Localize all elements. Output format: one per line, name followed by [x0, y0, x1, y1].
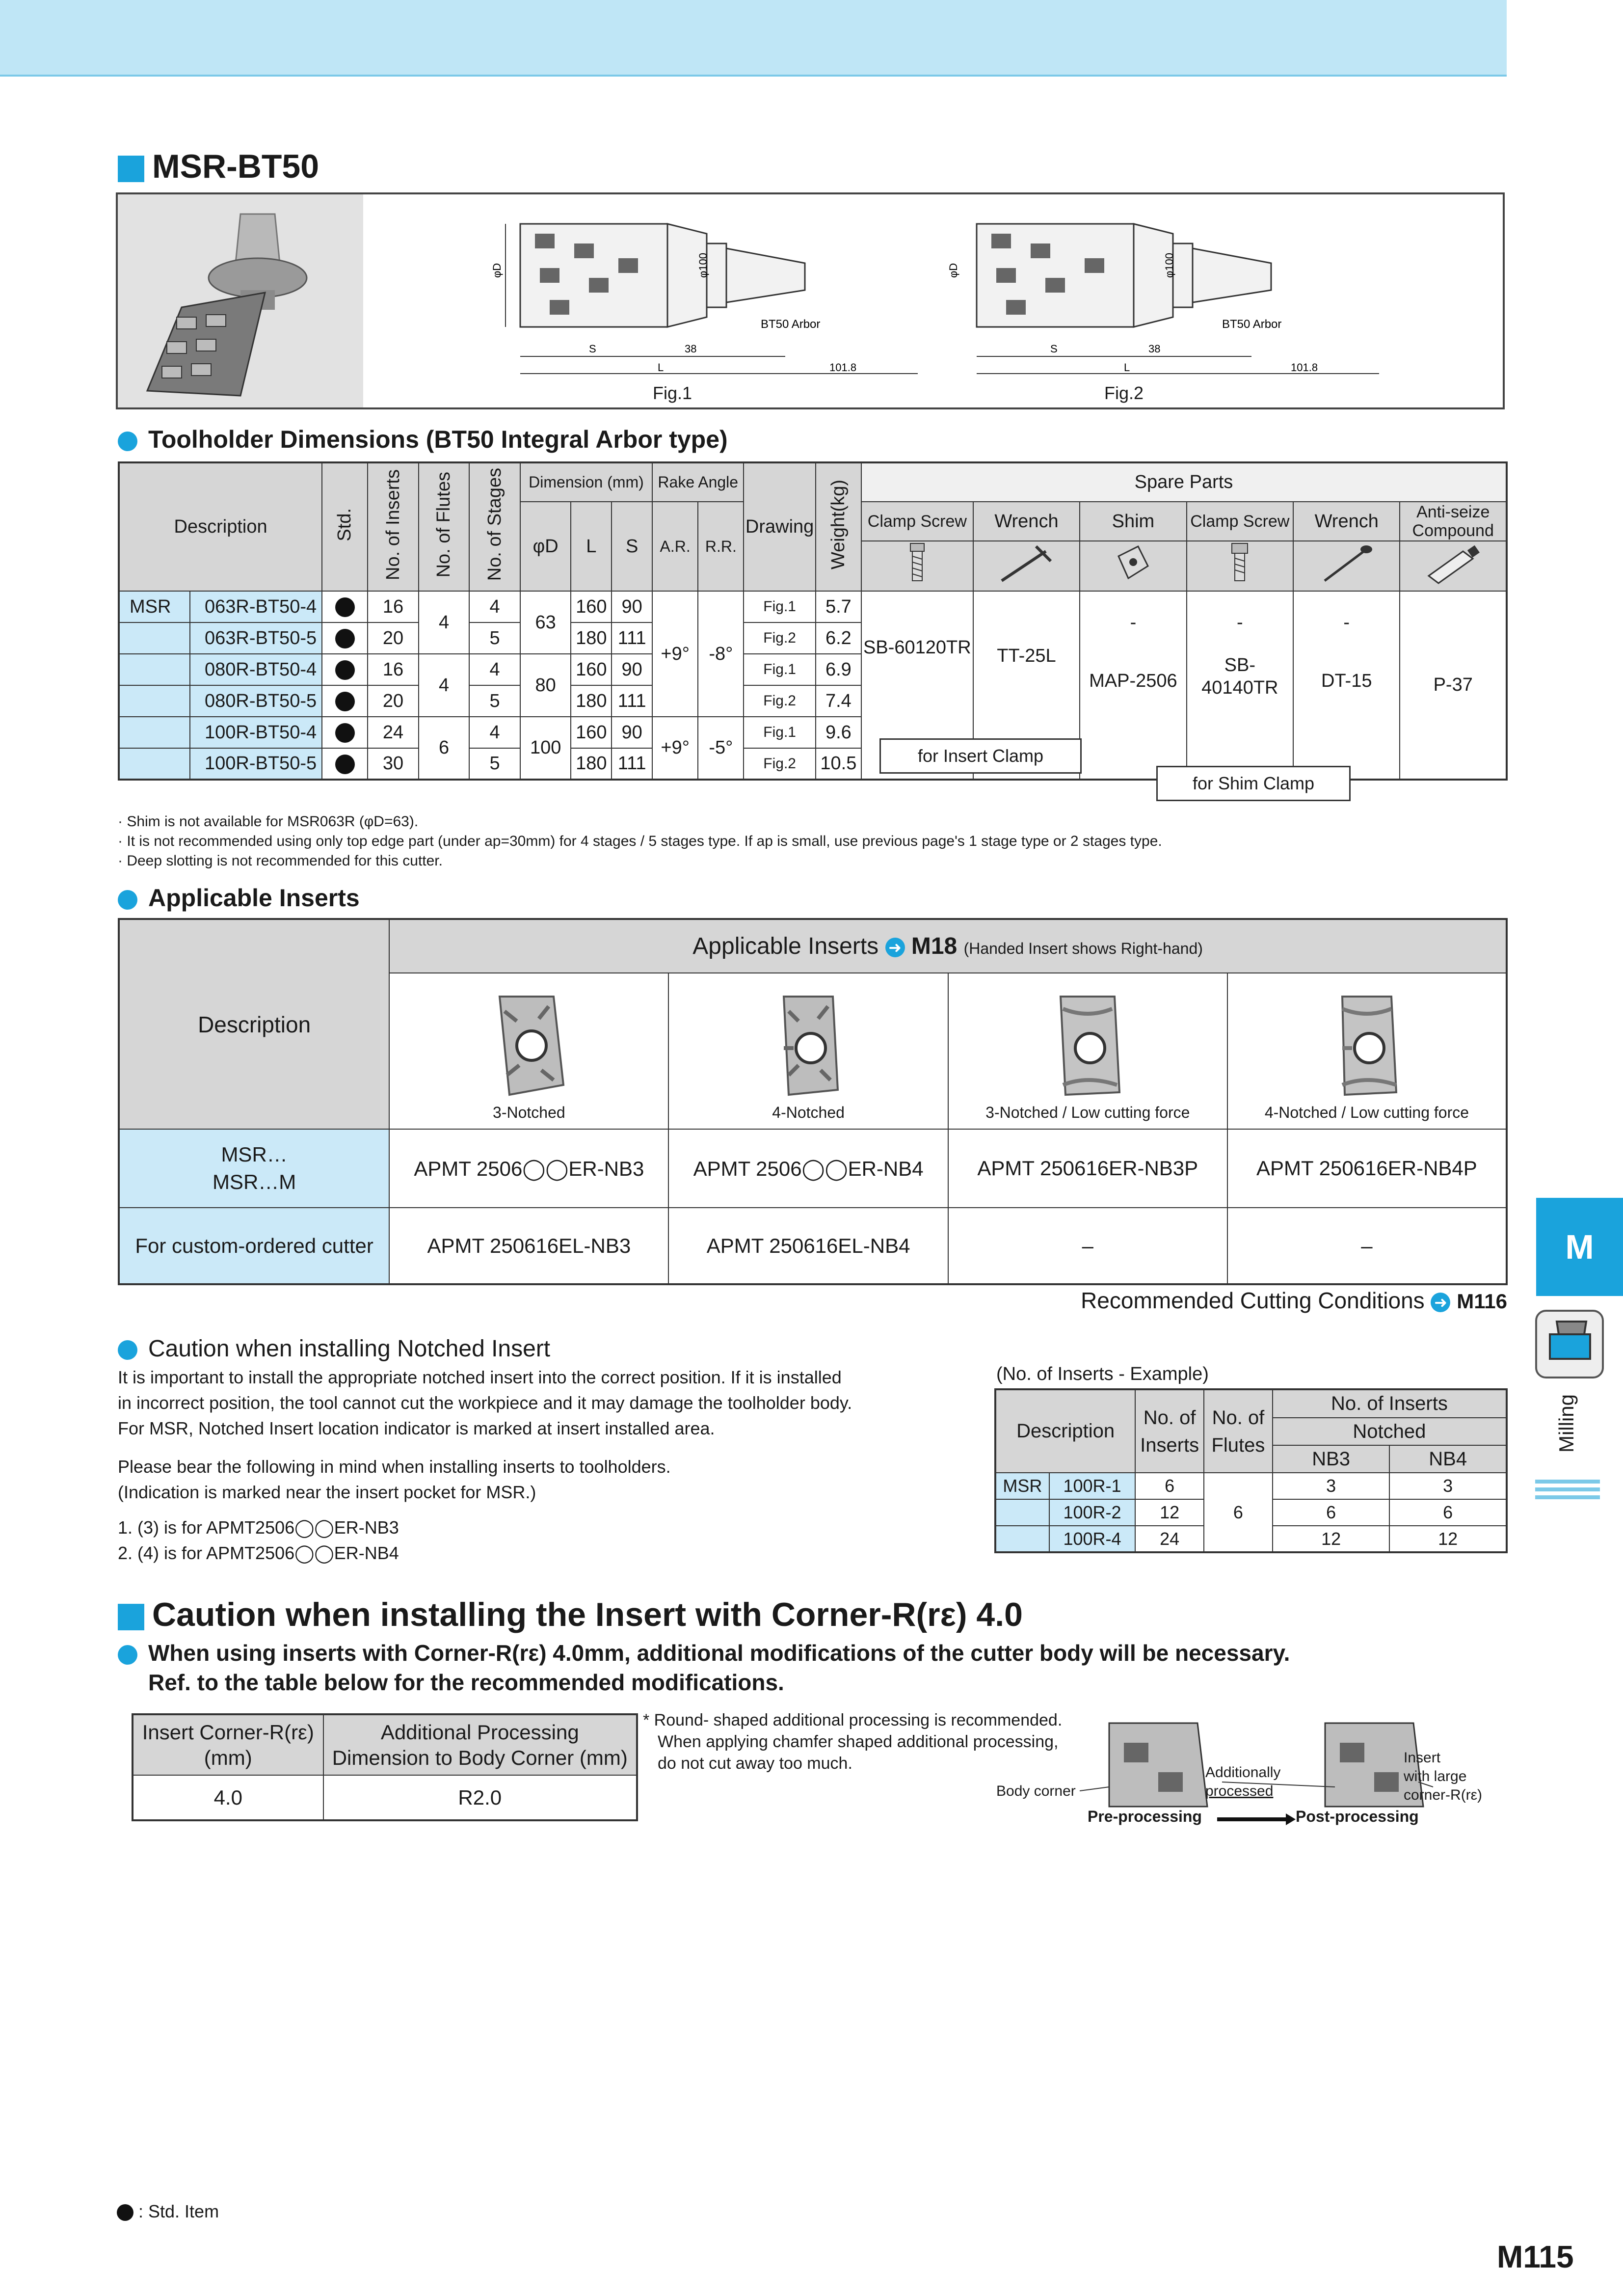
- row-weight: 7.4: [816, 685, 861, 717]
- side-stripes: [1535, 1480, 1600, 1509]
- fig2-caption: Fig.2: [1104, 383, 1144, 403]
- clamp2-value: SB-40140TR: [1187, 654, 1293, 780]
- antiseize-value: P-37: [1400, 591, 1507, 780]
- body-corner-label: Body corner: [996, 1783, 1076, 1799]
- fig1-arbor-label: BT50 Arbor: [761, 318, 821, 331]
- toolholder-section-title: Toolholder Dimensions (BT50 Integral Arbor type): [118, 425, 728, 454]
- arrow-right-icon: ➜: [885, 938, 905, 957]
- arrow-right-icon: ➜: [1431, 1293, 1450, 1312]
- inserts-table: [118, 918, 1508, 1285]
- row-l: 180: [571, 622, 612, 654]
- row-drawing: Fig.2: [744, 748, 815, 780]
- ex-flutes: 6: [1204, 1473, 1273, 1552]
- row-code: 100R-BT50-4: [190, 717, 322, 748]
- row-inserts: 16: [368, 654, 419, 685]
- row-s: 90: [612, 654, 652, 685]
- insert-type-label: 3-Notched: [493, 1104, 565, 1121]
- caution1-para2: Please bear the following in mind when installing inserts to toolholders. (Indication is marked near the insert pocket for MSR.): [118, 1457, 671, 1502]
- std-marker: [322, 654, 368, 685]
- insert-4-notched-low-force-image: [1328, 992, 1406, 1100]
- ex-th-inserts: No. of Inserts: [1135, 1389, 1204, 1473]
- std-marker: [322, 622, 368, 654]
- inserts-ref[interactable]: M18: [911, 933, 958, 959]
- std-marker: [322, 717, 368, 748]
- fig2-s-label: S: [1050, 343, 1058, 355]
- custom-cutter-label: For custom-ordered cutter: [119, 1208, 389, 1284]
- circle-bullet-icon: [118, 890, 137, 910]
- shim-value: MAP-2506: [1080, 654, 1186, 780]
- std-marker: [322, 685, 368, 717]
- caution2-line1: When using inserts with Corner-R(rε) 4.0mm, additional modifications of the cutter body will be necessary.: [118, 1640, 1290, 1666]
- cr-value-corner: 4.0: [133, 1775, 323, 1820]
- row-weight: 9.6: [816, 717, 861, 748]
- shim-dash: -: [1080, 591, 1186, 654]
- row-ar: +9°: [652, 717, 698, 780]
- clamp-screw-value: SB-60120TR: [861, 591, 973, 780]
- row-code: 063R-BT50-5: [190, 622, 322, 654]
- th-flutes: No. of Flutes: [419, 462, 470, 591]
- row-flutes: 4: [419, 591, 470, 654]
- row-flutes: 6: [419, 717, 470, 780]
- row-s: 111: [612, 685, 652, 717]
- row-l: 160: [571, 654, 612, 685]
- row-rr: -5°: [698, 717, 744, 780]
- ex-nb3: 6: [1273, 1499, 1390, 1526]
- insert-4-notched-image: [769, 992, 848, 1100]
- milling-icon: [1535, 1310, 1604, 1378]
- row-phid: 100: [520, 717, 571, 780]
- th-spare: Spare Parts: [861, 462, 1507, 502]
- insert-type-label: 4-Notched / Low cutting force: [1264, 1104, 1469, 1121]
- fig2-l-label: L: [1124, 361, 1130, 374]
- insert-code: –: [1227, 1208, 1507, 1284]
- fig2-38-label: 38: [1148, 343, 1161, 355]
- ex-code: 100R-2: [1049, 1499, 1135, 1526]
- row-s: 90: [612, 591, 652, 622]
- figure-panel: [116, 192, 1505, 409]
- product-photo: [118, 194, 363, 407]
- page-number: M115: [1497, 2239, 1574, 2274]
- caution2-note: * Round- shaped additional processing is recommended. When applying chamfer shaped additional processing, do not cut away too much.: [643, 1711, 1063, 1773]
- row-phid: 80: [520, 654, 571, 717]
- additionally-processed-label: Additionally processed: [1205, 1764, 1281, 1799]
- circle-bullet-icon: [118, 432, 137, 451]
- th-clamp2: Clamp Screw: [1187, 502, 1293, 541]
- insert-type-label: 4-Notched: [772, 1104, 845, 1121]
- th-weight: Weight(kg): [816, 462, 861, 591]
- wrench2-value: DT-15: [1293, 654, 1400, 780]
- corner-r-table: [132, 1713, 638, 1821]
- fig2-phi100-label: φ100: [1163, 253, 1175, 278]
- insert-large-corner-label: Insert with large corner-R(rε): [1404, 1750, 1483, 1803]
- row-s: 90: [612, 717, 652, 748]
- fig1-l-label: L: [658, 361, 664, 374]
- prefix-msr: MSR: [119, 591, 190, 622]
- caution2-title: Caution when installing the Insert with Corner-R(rε) 4.0: [118, 1595, 1023, 1634]
- fig2-drawing: [947, 204, 1399, 391]
- row-weight: 10.5: [816, 748, 861, 780]
- ex-th-noinserts: No. of Inserts: [1273, 1389, 1507, 1418]
- ex-code: 100R-4: [1049, 1526, 1135, 1552]
- circle-bullet-icon: [118, 1645, 137, 1665]
- post-processing-label: Post-processing: [1296, 1808, 1419, 1825]
- row-l: 180: [571, 685, 612, 717]
- ex-nb3: 3: [1273, 1473, 1390, 1499]
- row-weight: 6.9: [816, 654, 861, 685]
- inserts-handed-note: (Handed Insert shows Right-hand): [963, 940, 1203, 957]
- row-stages: 4: [469, 654, 520, 685]
- recommended-conditions-link[interactable]: Recommended Cutting Conditions ➜ M116: [1081, 1288, 1507, 1313]
- th-description: Description: [119, 462, 322, 591]
- row-stages: 4: [469, 591, 520, 622]
- ex-nb4: 12: [1389, 1526, 1507, 1552]
- row-inserts: 20: [368, 685, 419, 717]
- th-drawing: Drawing: [744, 462, 815, 591]
- th-rr: R.R.: [698, 502, 744, 591]
- caution1-list: 1. (3) is for APMT2506◯◯ER-NB3 2. (4) is for APMT2506◯◯ER-NB4: [118, 1517, 399, 1563]
- std-legend: : Std. Item: [117, 2201, 219, 2222]
- th-l: L: [571, 502, 612, 591]
- insert-3-notched-image: [490, 992, 568, 1100]
- top-banner: [0, 0, 1507, 77]
- ex-inserts: 24: [1135, 1526, 1204, 1552]
- insert-3-notched-low-force-image: [1048, 992, 1127, 1100]
- th-wrench2: Wrench: [1293, 502, 1400, 541]
- antiseize-tube-icon: [1400, 541, 1507, 591]
- toolholder-table: [118, 461, 1508, 781]
- ex-nb4: 6: [1389, 1499, 1507, 1526]
- row-phid: 63: [520, 591, 571, 654]
- ex-th-notched: Notched: [1273, 1418, 1507, 1445]
- th-inserts: No. of Inserts: [368, 462, 419, 591]
- insert-code: APMT 250616ER-NB3P: [948, 1129, 1227, 1208]
- th-s: S: [612, 502, 652, 591]
- row-l: 160: [571, 717, 612, 748]
- row-inserts: 20: [368, 622, 419, 654]
- th-antiseize: Anti-seize Compound: [1400, 502, 1507, 541]
- row-stages: 5: [469, 685, 520, 717]
- insert-type-cell: [948, 973, 1227, 1129]
- wrench2-icon: [1293, 541, 1400, 591]
- for-shim-clamp-box: for Shim Clamp: [1156, 766, 1351, 801]
- square-bullet-icon: [118, 1604, 144, 1630]
- clamp-screw2-icon: [1187, 541, 1293, 591]
- row-drawing: Fig.2: [744, 622, 815, 654]
- ex-th-nb4: NB4: [1389, 1445, 1507, 1473]
- cr-th-processing: Additional Processing Dimension to Body Corner (mm): [323, 1714, 637, 1775]
- row-drawing: Fig.1: [744, 654, 815, 685]
- toolholder-notes: [118, 812, 1162, 871]
- ex-inserts: 12: [1135, 1499, 1204, 1526]
- inserts-description-header: Description: [119, 919, 389, 1129]
- th-std: Std.: [322, 462, 368, 591]
- ex-inserts: 6: [1135, 1473, 1204, 1499]
- row-s: 111: [612, 622, 652, 654]
- row-weight: 5.7: [816, 591, 861, 622]
- fig1-phi100-label: φ100: [697, 253, 709, 278]
- th-wrench1: Wrench: [973, 502, 1080, 541]
- th-shim: Shim: [1080, 502, 1186, 541]
- inserts-section-title: Applicable Inserts: [118, 884, 360, 912]
- caution1-title: Caution when installing Notched Insert: [118, 1335, 550, 1362]
- row-inserts: 30: [368, 748, 419, 780]
- row-l: 160: [571, 591, 612, 622]
- ex-th-nb3: NB3: [1273, 1445, 1390, 1473]
- insert-code: APMT 250616EL-NB3: [389, 1208, 668, 1284]
- caution1-para1: It is important to install the appropriate notched insert into the correct position. If it is installed in incorrect position, the tool cannot cut the workpiece and it may damage the toolholder body. For MSR, Notched Insert location indicator is marked at insert installed area.: [118, 1367, 852, 1438]
- insert-code: APMT 2506◯◯ER-NB3: [389, 1129, 668, 1208]
- th-stages: No. of Stages: [469, 462, 520, 591]
- wrench-icon: [973, 541, 1080, 591]
- row-ar: +9°: [652, 591, 698, 717]
- row-stages: 5: [469, 748, 520, 780]
- insert-type-cell: [389, 973, 668, 1129]
- th-phid: φD: [520, 502, 571, 591]
- row-drawing: Fig.1: [744, 717, 815, 748]
- insert-code: APMT 2506◯◯ER-NB4: [668, 1129, 948, 1208]
- th-dimension: Dimension (mm): [520, 462, 652, 502]
- row-stages: 5: [469, 622, 520, 654]
- insert-type-cell: [1227, 973, 1507, 1129]
- th-clamp1: Clamp Screw: [861, 502, 973, 541]
- example-caption: (No. of Inserts - Example): [996, 1364, 1209, 1384]
- for-insert-clamp-box: for Insert Clamp: [879, 738, 1082, 774]
- example-table: [994, 1388, 1508, 1553]
- ex-th-flutes: No. of Flutes: [1204, 1389, 1273, 1473]
- row-code: 080R-BT50-5: [190, 685, 322, 717]
- fig2-phid-label: φD: [947, 263, 959, 278]
- cr-value-processing: R2.0: [323, 1775, 637, 1820]
- fig2-arbor-label: BT50 Arbor: [1222, 318, 1282, 331]
- row-flutes: 4: [419, 654, 470, 717]
- insert-type-cell: [668, 973, 948, 1129]
- fig1-caption: Fig.1: [653, 383, 692, 403]
- std-marker-icon: [117, 2204, 133, 2221]
- row-drawing: Fig.1: [744, 591, 815, 622]
- insert-code: APMT 250616EL-NB4: [668, 1208, 948, 1284]
- row-stages: 4: [469, 717, 520, 748]
- clamp2-dash: -: [1187, 591, 1293, 654]
- caution2-line2: Ref. to the table below for the recommended modifications.: [148, 1670, 784, 1695]
- insert-code: –: [948, 1208, 1227, 1284]
- std-marker: [322, 748, 368, 780]
- recommended-ref: M116: [1457, 1290, 1507, 1313]
- th-ar: A.R.: [652, 502, 698, 591]
- row-code: 100R-BT50-5: [190, 748, 322, 780]
- wrench2-dash: -: [1293, 591, 1400, 654]
- page-title: MSR-BT50: [118, 147, 319, 186]
- row-code: 080R-BT50-4: [190, 654, 322, 685]
- inserts-header: Applicable Inserts ➜ M18 (Handed Insert shows Right-hand): [389, 919, 1507, 973]
- ex-prefix: MSR: [995, 1473, 1049, 1499]
- fig1-drawing: [491, 204, 942, 391]
- std-marker: [322, 591, 368, 622]
- cr-th-corner: Insert Corner-R(rε) (mm): [133, 1714, 323, 1775]
- insert-code: APMT 250616ER-NB4P: [1227, 1129, 1507, 1208]
- row-weight: 6.2: [816, 622, 861, 654]
- ex-nb3: 12: [1273, 1526, 1390, 1552]
- note-3: · Deep slotting is not recommended for this cutter.: [118, 853, 443, 869]
- side-milling-label: Milling: [1555, 1394, 1578, 1453]
- row-drawing: Fig.2: [744, 685, 815, 717]
- ex-nb4: 3: [1389, 1473, 1507, 1499]
- square-bullet-icon: [118, 156, 144, 182]
- msr-label-cell: MSR… MSR…M: [119, 1129, 389, 1208]
- fig1-phid-label: φD: [491, 263, 503, 278]
- fig2-len-label: 101.8: [1291, 361, 1318, 374]
- row-inserts: 16: [368, 591, 419, 622]
- row-inserts: 24: [368, 717, 419, 748]
- insert-type-label: 3-Notched / Low cutting force: [985, 1104, 1190, 1121]
- note-1: · Shim is not available for MSR063R (φD=63).: [118, 813, 419, 830]
- fig1-38-label: 38: [685, 343, 697, 355]
- fig1-s-label: S: [589, 343, 596, 355]
- ex-th-description: Description: [995, 1389, 1135, 1473]
- row-s: 111: [612, 748, 652, 780]
- ex-code: 100R-1: [1049, 1473, 1135, 1499]
- th-rake: Rake Angle: [652, 462, 744, 502]
- clamp-screw-icon: [861, 541, 973, 591]
- note-2: · It is not recommended using only top edge part (under ap=30mm) for 4 stages / 5 stages type. If ap is small, use previous page's 1 stage type or 2 stages type.: [118, 833, 1162, 849]
- row-rr: -8°: [698, 591, 744, 717]
- row-l: 180: [571, 748, 612, 780]
- shim-icon: [1080, 541, 1186, 591]
- pre-processing-label: Pre-processing: [1088, 1808, 1202, 1825]
- row-code: 063R-BT50-4: [190, 591, 322, 622]
- fig1-len-label: 101.8: [829, 361, 857, 374]
- side-tab-m[interactable]: M: [1536, 1198, 1623, 1296]
- wrench-value: TT-25L: [973, 591, 1080, 780]
- circle-bullet-icon: [118, 1340, 137, 1360]
